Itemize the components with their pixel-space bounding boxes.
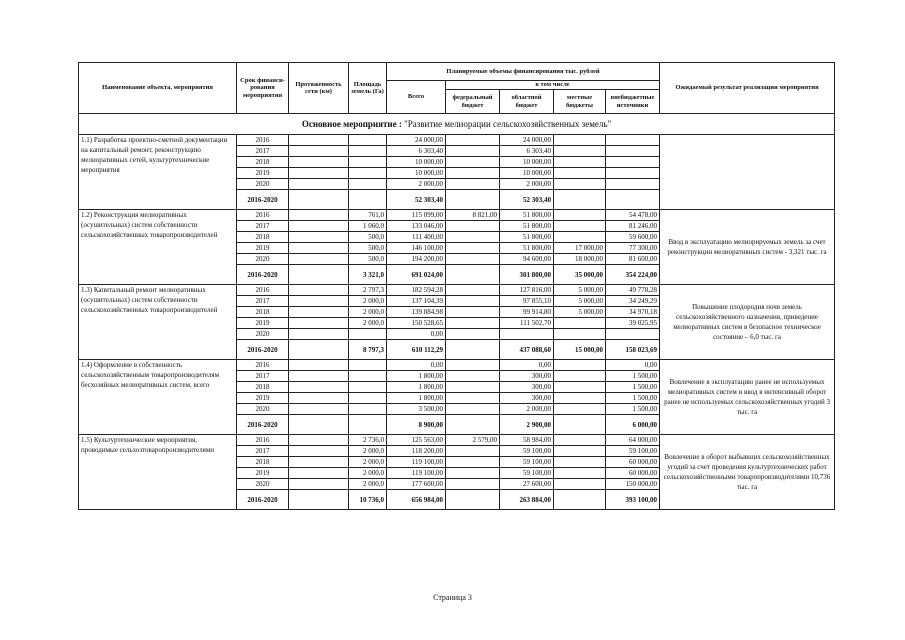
- regional-cell: 300,00: [500, 382, 554, 393]
- total-cell: 111 400,00: [387, 232, 446, 243]
- area-cell: 2 000,0: [349, 318, 387, 329]
- area-cell: 500,0: [349, 254, 387, 265]
- extra-cell: 158 023,69: [606, 340, 660, 360]
- regional-cell: 51 800,00: [500, 232, 554, 243]
- local-cell: [554, 468, 606, 479]
- regional-cell: 2 900,00: [500, 415, 554, 435]
- federal-cell: [446, 329, 500, 340]
- federal-cell: [446, 221, 500, 232]
- expected-result: Повышение плодородия почв земель сельскохозяйственного назначения, приведение мелиоративных систем в безопасное техническое состояние – 6,0 тыс. га: [660, 285, 835, 360]
- local-cell: [554, 446, 606, 457]
- federal-cell: [446, 404, 500, 415]
- col-header-regional: областной бюджет: [500, 90, 554, 114]
- local-cell: [554, 435, 606, 446]
- length-cell: [289, 404, 349, 415]
- regional-cell: 301 800,00: [500, 265, 554, 285]
- regional-cell: 0,00: [500, 360, 554, 371]
- local-cell: [554, 157, 606, 168]
- local-cell: [554, 382, 606, 393]
- federal-cell: [446, 307, 500, 318]
- federal-cell: [446, 371, 500, 382]
- federal-cell: [446, 382, 500, 393]
- extra-cell: 150 000,00: [606, 479, 660, 490]
- extra-cell: [606, 168, 660, 179]
- length-cell: [289, 457, 349, 468]
- total-cell: 150 528,65: [387, 318, 446, 329]
- measure-name: 1.3) Капитальный ремонт мелиоративных (осушительных) систем собственности сельскохозяйственных товаропроизводителей: [79, 285, 237, 360]
- extra-cell: 64 000,00: [606, 435, 660, 446]
- year-cell: 2017: [237, 446, 289, 457]
- section-prefix: Основное мероприятие :: [301, 119, 405, 129]
- section-name: "Развитие мелиорации сельскохозяйственных земель": [404, 119, 612, 129]
- area-cell: 2 736,0: [349, 435, 387, 446]
- length-cell: [289, 179, 349, 190]
- year-cell: 2016: [237, 435, 289, 446]
- area-cell: 2 000,0: [349, 296, 387, 307]
- total-cell: 139 884,98: [387, 307, 446, 318]
- total-cell: 2 000,00: [387, 179, 446, 190]
- table-row: [79, 435, 835, 446]
- total-cell: 119 100,00: [387, 457, 446, 468]
- federal-cell: [446, 190, 500, 210]
- year-cell: 2017: [237, 146, 289, 157]
- local-cell: [554, 371, 606, 382]
- total-cell: 52 303,40: [387, 190, 446, 210]
- area-cell: [349, 393, 387, 404]
- length-cell: [289, 135, 349, 146]
- length-cell: [289, 285, 349, 296]
- year-cell: 2018: [237, 157, 289, 168]
- local-cell: 35 000,00: [554, 265, 606, 285]
- federal-cell: 2 579,00: [446, 435, 500, 446]
- local-cell: 5 000,00: [554, 296, 606, 307]
- total-cell: 1 800,00: [387, 371, 446, 382]
- federal-cell: [446, 265, 500, 285]
- regional-cell: [500, 329, 554, 340]
- local-cell: [554, 360, 606, 371]
- col-header-result: Ожидаемый результат реализации мероприятия: [660, 63, 835, 114]
- federal-cell: [446, 490, 500, 510]
- regional-cell: 10 000,00: [500, 157, 554, 168]
- col-header-total: Всего: [387, 81, 446, 114]
- area-cell: 1 060,0: [349, 221, 387, 232]
- local-cell: 5 000,00: [554, 307, 606, 318]
- length-cell: [289, 146, 349, 157]
- federal-cell: [446, 479, 500, 490]
- local-cell: [554, 404, 606, 415]
- local-cell: [554, 168, 606, 179]
- col-header-extra: внебюджетные источники: [606, 90, 660, 114]
- regional-cell: 6 303,40: [500, 146, 554, 157]
- regional-cell: 52 303,40: [500, 190, 554, 210]
- regional-cell: 300,00: [500, 393, 554, 404]
- total-cell: 610 112,29: [387, 340, 446, 360]
- area-cell: 761,0: [349, 210, 387, 221]
- year-cell: 2016: [237, 360, 289, 371]
- federal-cell: [446, 146, 500, 157]
- year-cell: 2018: [237, 232, 289, 243]
- regional-cell: 24 000,00: [500, 135, 554, 146]
- extra-cell: [606, 135, 660, 146]
- regional-cell: 10 000,00: [500, 168, 554, 179]
- year-cell: 2016-2020: [237, 265, 289, 285]
- regional-cell: 51 800,00: [500, 221, 554, 232]
- year-cell: 2016-2020: [237, 415, 289, 435]
- total-cell: 118 200,00: [387, 446, 446, 457]
- length-cell: [289, 468, 349, 479]
- local-cell: [554, 179, 606, 190]
- extra-cell: 34 249,29: [606, 296, 660, 307]
- extra-cell: 1 500,00: [606, 393, 660, 404]
- extra-cell: 393 100,00: [606, 490, 660, 510]
- regional-cell: 59 100,00: [500, 446, 554, 457]
- area-cell: 2 797,3: [349, 285, 387, 296]
- regional-cell: 51 800,00: [500, 210, 554, 221]
- measure-name: 1.4) Оформление в собственность сельскохозяйственным товаропроизводителям бесхозяйных мелиоративных систем, всего: [79, 360, 237, 435]
- area-cell: [349, 135, 387, 146]
- area-cell: [349, 404, 387, 415]
- total-cell: 182 594,28: [387, 285, 446, 296]
- area-cell: [349, 146, 387, 157]
- local-cell: [554, 318, 606, 329]
- table-row: [79, 135, 835, 146]
- total-cell: 10 000,00: [387, 168, 446, 179]
- federal-cell: [446, 232, 500, 243]
- local-cell: 18 000,00: [554, 254, 606, 265]
- extra-cell: 6 000,00: [606, 415, 660, 435]
- measure-name: 1.2) Реконструкция мелиоративных (осушительных) систем собственности сельскохозяйственных товаропроизводителей: [79, 210, 237, 285]
- local-cell: [554, 190, 606, 210]
- year-cell: 2018: [237, 457, 289, 468]
- length-cell: [289, 243, 349, 254]
- col-header-name: Наименование объекта, мероприятия: [79, 63, 237, 114]
- total-cell: 1 800,00: [387, 382, 446, 393]
- total-cell: 0,00: [387, 360, 446, 371]
- regional-cell: 27 600,00: [500, 479, 554, 490]
- local-cell: [554, 457, 606, 468]
- length-cell: [289, 221, 349, 232]
- length-cell: [289, 254, 349, 265]
- area-cell: 3 321,0: [349, 265, 387, 285]
- total-cell: 119 100,00: [387, 468, 446, 479]
- federal-cell: [446, 446, 500, 457]
- regional-cell: 59 100,00: [500, 468, 554, 479]
- year-cell: 2016: [237, 135, 289, 146]
- area-cell: 10 736,0: [349, 490, 387, 510]
- extra-cell: 34 970,18: [606, 307, 660, 318]
- extra-cell: 54 478,00: [606, 210, 660, 221]
- length-cell: [289, 329, 349, 340]
- local-cell: [554, 210, 606, 221]
- local-cell: [554, 415, 606, 435]
- total-cell: 115 099,00: [387, 210, 446, 221]
- local-cell: 5 000,00: [554, 285, 606, 296]
- local-cell: [554, 146, 606, 157]
- federal-cell: [446, 393, 500, 404]
- regional-cell: 127 816,00: [500, 285, 554, 296]
- extra-cell: 1 500,00: [606, 404, 660, 415]
- extra-cell: 354 224,00: [606, 265, 660, 285]
- regional-cell: 437 088,60: [500, 340, 554, 360]
- col-header-federal: федеральный бюджет: [446, 90, 500, 114]
- col-header-planned: Планируемые объемы финансирования тыс. рублей: [387, 63, 660, 81]
- total-cell: 177 600,00: [387, 479, 446, 490]
- expected-result: Вовлечение в оборот выбывших сельскохозяйственных угодий за счет проведения культуртехнических работ сельскохозяйственными товаропроизводителями 10,736 тыс. га: [660, 435, 835, 510]
- extra-cell: 59 100,00: [606, 446, 660, 457]
- document-page: [78, 62, 834, 510]
- extra-cell: [606, 146, 660, 157]
- local-cell: 17 000,00: [554, 243, 606, 254]
- total-cell: 6 303,40: [387, 146, 446, 157]
- year-cell: 2020: [237, 404, 289, 415]
- federal-cell: [446, 340, 500, 360]
- federal-cell: [446, 179, 500, 190]
- federal-cell: [446, 296, 500, 307]
- year-cell: 2018: [237, 307, 289, 318]
- col-header-including: в том числе: [446, 81, 660, 90]
- length-cell: [289, 296, 349, 307]
- extra-cell: 60 000,00: [606, 457, 660, 468]
- area-cell: [349, 179, 387, 190]
- year-cell: 2018: [237, 382, 289, 393]
- area-cell: [349, 360, 387, 371]
- year-cell: 2017: [237, 296, 289, 307]
- area-cell: [349, 415, 387, 435]
- local-cell: 15 000,00: [554, 340, 606, 360]
- year-cell: 2017: [237, 371, 289, 382]
- regional-cell: 99 914,80: [500, 307, 554, 318]
- total-cell: 691 024,00: [387, 265, 446, 285]
- length-cell: [289, 210, 349, 221]
- regional-cell: 97 855,10: [500, 296, 554, 307]
- federal-cell: [446, 254, 500, 265]
- area-cell: [349, 157, 387, 168]
- year-cell: 2019: [237, 243, 289, 254]
- year-cell: 2020: [237, 329, 289, 340]
- length-cell: [289, 490, 349, 510]
- extra-cell: 1 500,00: [606, 382, 660, 393]
- table-row: [79, 210, 835, 221]
- federal-cell: [446, 457, 500, 468]
- regional-cell: 263 884,00: [500, 490, 554, 510]
- federal-cell: [446, 135, 500, 146]
- length-cell: [289, 371, 349, 382]
- total-cell: 0,00: [387, 329, 446, 340]
- total-cell: 194 200,00: [387, 254, 446, 265]
- year-cell: 2016: [237, 285, 289, 296]
- federal-cell: [446, 318, 500, 329]
- length-cell: [289, 157, 349, 168]
- total-cell: 137 104,39: [387, 296, 446, 307]
- year-cell: 2020: [237, 179, 289, 190]
- measure-name: 1.5) Культуртехнические мероприятия, проводимые сельхозтоваропроизводителями: [79, 435, 237, 510]
- length-cell: [289, 479, 349, 490]
- local-cell: [554, 329, 606, 340]
- federal-cell: [446, 285, 500, 296]
- local-cell: [554, 393, 606, 404]
- table-row: [79, 360, 835, 371]
- area-cell: 2 000,0: [349, 457, 387, 468]
- extra-cell: [606, 179, 660, 190]
- extra-cell: [606, 190, 660, 210]
- federal-cell: [446, 415, 500, 435]
- total-cell: 24 000,00: [387, 135, 446, 146]
- col-header-area: Площадь земель (Га): [349, 63, 387, 114]
- length-cell: [289, 318, 349, 329]
- length-cell: [289, 232, 349, 243]
- local-cell: [554, 490, 606, 510]
- area-cell: 2 000,0: [349, 446, 387, 457]
- extra-cell: [606, 157, 660, 168]
- area-cell: 8 797,3: [349, 340, 387, 360]
- total-cell: 10 000,00: [387, 157, 446, 168]
- area-cell: [349, 382, 387, 393]
- area-cell: 2 000,0: [349, 468, 387, 479]
- year-cell: 2019: [237, 168, 289, 179]
- extra-cell: [606, 329, 660, 340]
- regional-cell: 300,00: [500, 371, 554, 382]
- total-cell: 146 100,00: [387, 243, 446, 254]
- length-cell: [289, 393, 349, 404]
- area-cell: 500,0: [349, 243, 387, 254]
- extra-cell: 81 246,00: [606, 221, 660, 232]
- regional-cell: 2 000,00: [500, 179, 554, 190]
- extra-cell: 39 025,95: [606, 318, 660, 329]
- regional-cell: 51 800,00: [500, 243, 554, 254]
- section-title: [79, 114, 835, 135]
- total-cell: 3 500,00: [387, 404, 446, 415]
- regional-cell: 94 600,00: [500, 254, 554, 265]
- extra-cell: 81 600,00: [606, 254, 660, 265]
- extra-cell: 1 500,00: [606, 371, 660, 382]
- area-cell: [349, 190, 387, 210]
- federal-cell: [446, 360, 500, 371]
- extra-cell: 60 000,00: [606, 468, 660, 479]
- area-cell: 2 000,0: [349, 307, 387, 318]
- expected-result: Вовлечение в эксплуатацию ранее не используемых мелиоративных систем и ввод в интенсивный оборот ранее не используемых сельскохозяйственных угодий 3 тыс. га: [660, 360, 835, 435]
- year-cell: 2016-2020: [237, 340, 289, 360]
- year-cell: 2016-2020: [237, 190, 289, 210]
- length-cell: [289, 435, 349, 446]
- table-row: [79, 285, 835, 296]
- year-cell: 2019: [237, 318, 289, 329]
- length-cell: [289, 340, 349, 360]
- length-cell: [289, 382, 349, 393]
- total-cell: 8 900,00: [387, 415, 446, 435]
- extra-cell: 59 600,00: [606, 232, 660, 243]
- federal-cell: [446, 157, 500, 168]
- extra-cell: 49 778,28: [606, 285, 660, 296]
- federal-cell: [446, 468, 500, 479]
- total-cell: 1 800,00: [387, 393, 446, 404]
- year-cell: 2020: [237, 479, 289, 490]
- length-cell: [289, 446, 349, 457]
- year-cell: 2020: [237, 254, 289, 265]
- length-cell: [289, 415, 349, 435]
- length-cell: [289, 360, 349, 371]
- area-cell: 500,0: [349, 232, 387, 243]
- federal-cell: 8 821,00: [446, 210, 500, 221]
- regional-cell: 2 000,00: [500, 404, 554, 415]
- col-header-term: Срок финанси-рования мероприятия: [237, 63, 289, 114]
- year-cell: 2017: [237, 221, 289, 232]
- local-cell: [554, 479, 606, 490]
- area-cell: 2 000,0: [349, 479, 387, 490]
- page-number: Страница 3: [433, 593, 472, 602]
- measure-name: 1.1) Разработка проектно-сметной документации на капитальный ремонт, реконструкцию мелиоративных сетей, культуртехнические мероприятия: [79, 135, 237, 210]
- financing-table: [78, 62, 835, 510]
- length-cell: [289, 190, 349, 210]
- extra-cell: 77 300,00: [606, 243, 660, 254]
- expected-result: [660, 135, 835, 210]
- area-cell: [349, 371, 387, 382]
- local-cell: [554, 135, 606, 146]
- local-cell: [554, 232, 606, 243]
- total-cell: 656 984,00: [387, 490, 446, 510]
- regional-cell: 58 984,00: [500, 435, 554, 446]
- federal-cell: [446, 168, 500, 179]
- year-cell: 2019: [237, 393, 289, 404]
- total-cell: 133 046,00: [387, 221, 446, 232]
- expected-result: Ввод в эксплуатацию мелиорируемых земель за счет реконструкции мелиоративных систем - 3,321 тыс. га: [660, 210, 835, 285]
- local-cell: [554, 221, 606, 232]
- length-cell: [289, 168, 349, 179]
- col-header-local: местные бюджеты: [554, 90, 606, 114]
- extra-cell: 0,00: [606, 360, 660, 371]
- length-cell: [289, 265, 349, 285]
- col-header-length: Протяженность сети (км): [289, 63, 349, 114]
- area-cell: [349, 168, 387, 179]
- total-cell: 125 563,00: [387, 435, 446, 446]
- federal-cell: [446, 243, 500, 254]
- year-cell: 2019: [237, 468, 289, 479]
- regional-cell: 111 502,70: [500, 318, 554, 329]
- year-cell: 2016-2020: [237, 490, 289, 510]
- year-cell: 2016: [237, 210, 289, 221]
- area-cell: [349, 329, 387, 340]
- regional-cell: 59 100,00: [500, 457, 554, 468]
- length-cell: [289, 307, 349, 318]
